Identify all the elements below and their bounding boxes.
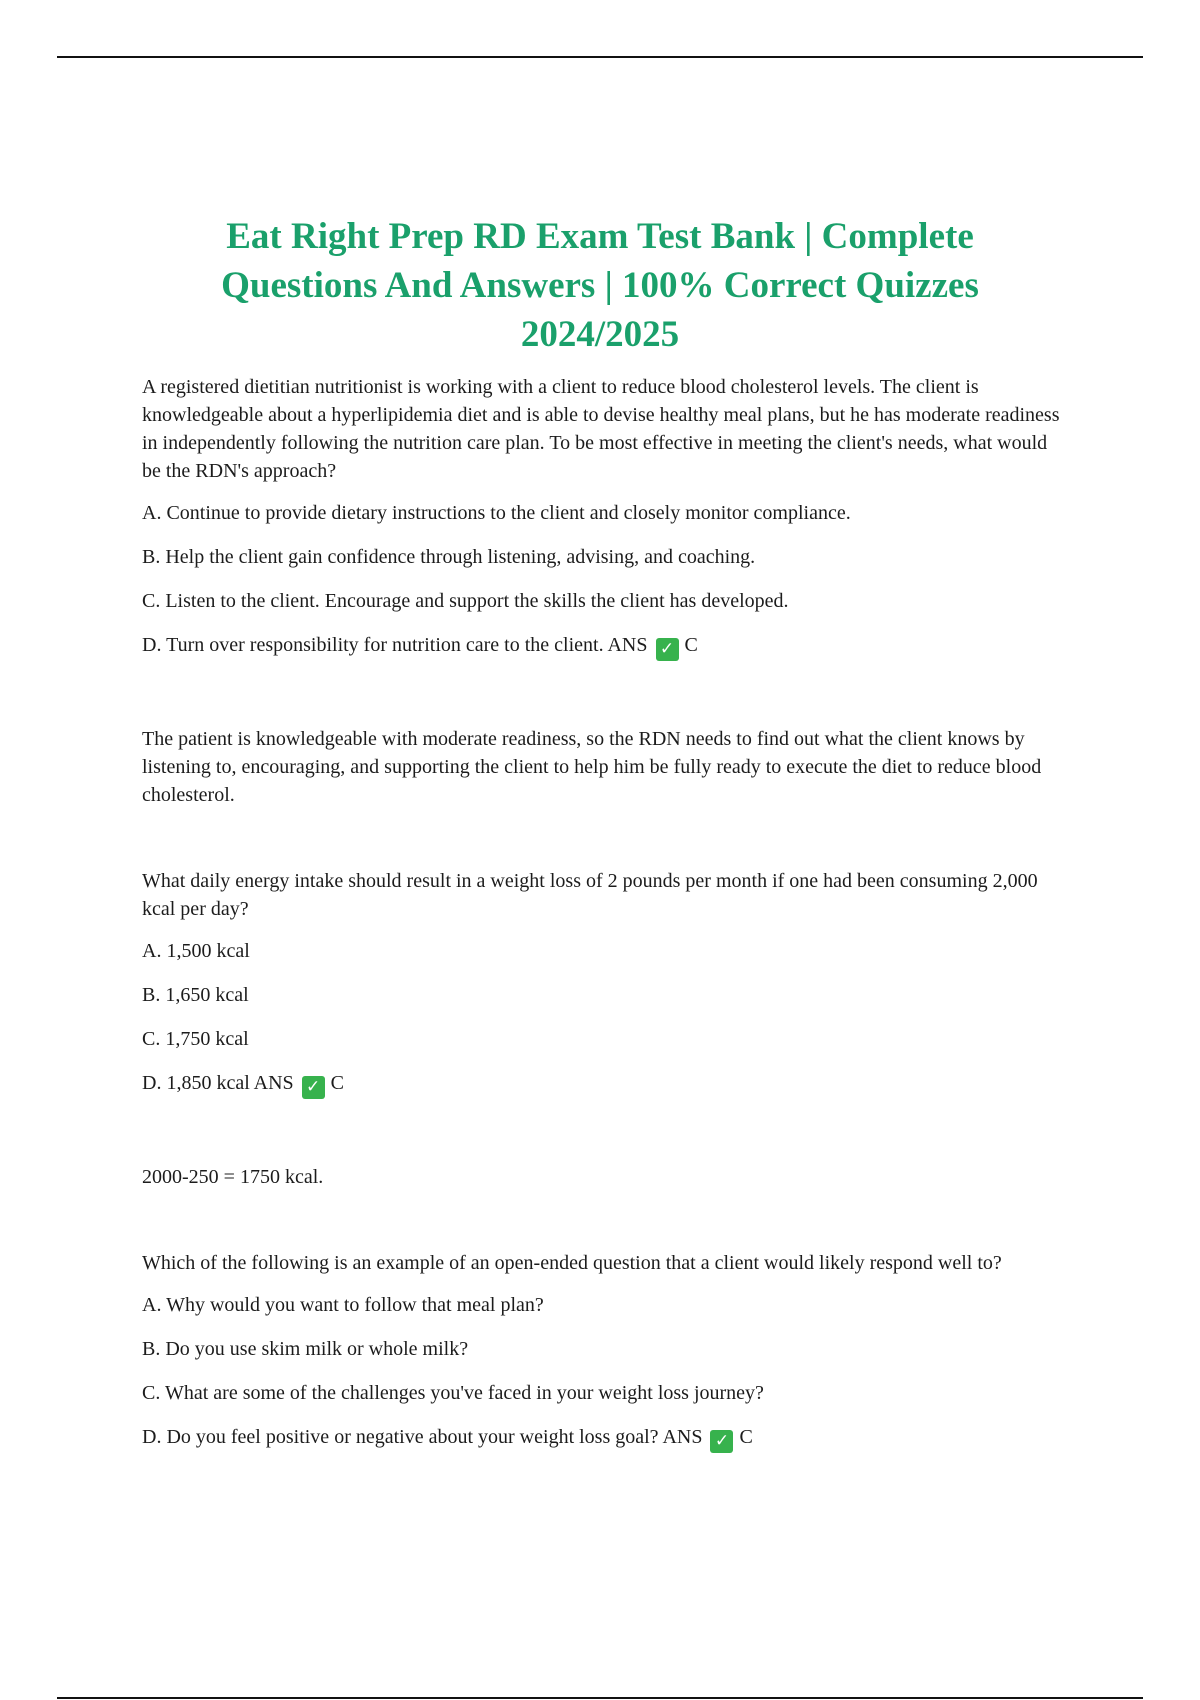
- option-c: C. What are some of the challenges you've faced in your weight loss journey?: [142, 1382, 764, 1404]
- option-a: A. Continue to provide dietary instructions to the client and closely monitor compliance.: [142, 502, 851, 524]
- question-block-1: [142, 373, 1062, 867]
- option-d: [142, 1069, 1062, 1099]
- question-text: What daily energy intake should result in a weight loss of 2 pounds per month if one had been consuming 2,000 kcal per day?: [142, 870, 1038, 920]
- option-d: [142, 631, 1062, 661]
- option-b: B. 1,650 kcal: [142, 984, 249, 1006]
- checkmark-icon: ✓: [710, 1430, 733, 1453]
- question-block-2: [142, 867, 1062, 1249]
- option-d-text: D. 1,850 kcal ANS: [142, 1072, 294, 1094]
- answer-letter: C: [684, 634, 698, 656]
- answer-letter: C: [739, 1426, 753, 1448]
- document-title: [130, 212, 1070, 359]
- question-text: A registered dietitian nutritionist is working with a client to reduce blood cholesterol levels. The client is knowledgeable about a hyperlipidemia diet and is able to devise healthy meal plans, but he has moderate readiness in independently following the nutrition care plan. To be most effective in meeting the client's needs, what would be the RDN's approach?: [142, 376, 1060, 482]
- option-d-text: D. Do you feel positive or negative about your weight loss goal? ANS: [142, 1426, 703, 1448]
- title-line: 2024/2025: [520, 314, 680, 355]
- option-b: B. Help the client gain confidence through listening, advising, and coaching.: [142, 546, 756, 568]
- checkmark-icon: ✓: [656, 638, 679, 661]
- explanation-text: 2000-250 = 1750 kcal.: [142, 1166, 324, 1188]
- option-a: A. Why would you want to follow that meal plan?: [142, 1294, 544, 1316]
- title-line: Questions And Answers | 100% Correct Quizzes: [221, 265, 979, 306]
- answer-letter: C: [330, 1072, 345, 1094]
- checkmark-icon: ✓: [302, 1076, 325, 1099]
- option-d-text: D. Turn over responsibility for nutrition care to the client. ANS: [142, 634, 648, 656]
- question-block-3: [142, 1249, 1062, 1453]
- option-c: C. Listen to the client. Encourage and support the skills the client has developed.: [142, 590, 789, 612]
- option-c: C. 1,750 kcal: [142, 1028, 249, 1050]
- question-list: [142, 373, 1062, 1469]
- option-d: [142, 1423, 1062, 1453]
- top-rule: [57, 56, 1143, 58]
- option-a: A. 1,500 kcal: [142, 940, 250, 962]
- option-b: B. Do you use skim milk or whole milk?: [142, 1338, 469, 1360]
- bottom-rule: [57, 1697, 1143, 1699]
- explanation-text: The patient is knowledgeable with moderate readiness, so the RDN needs to find out what the client knows by listening to, encouraging, and supporting the client to help him be fully ready to execute the diet to reduce blood cholesterol.: [142, 728, 1042, 806]
- title-line: Eat Right Prep RD Exam Test Bank | Complete: [226, 216, 974, 257]
- question-text: Which of the following is an example of an open-ended question that a client would likely respond well to?: [142, 1252, 1002, 1274]
